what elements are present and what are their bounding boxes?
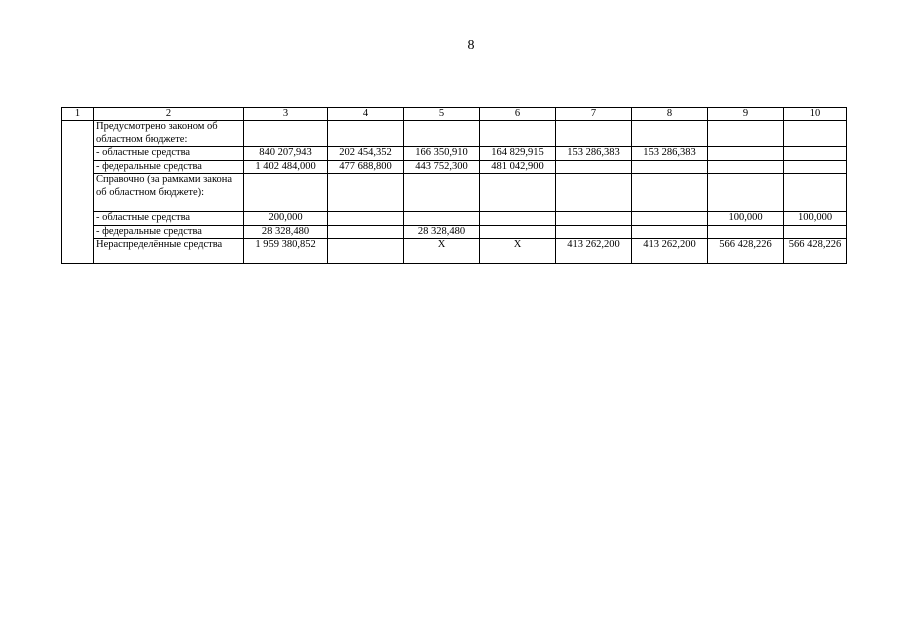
table-cell: 164 829,915 bbox=[480, 147, 556, 161]
table-cell bbox=[328, 225, 404, 239]
table-cell bbox=[632, 121, 708, 147]
column-header: 7 bbox=[556, 108, 632, 121]
table-cell: 481 042,900 bbox=[480, 160, 556, 174]
column-header: 6 bbox=[480, 108, 556, 121]
column-header: 9 bbox=[708, 108, 784, 121]
table-cell bbox=[556, 212, 632, 226]
table-cell bbox=[480, 174, 556, 212]
row-label: - областные средства bbox=[94, 147, 244, 161]
row-label: - федеральные средства bbox=[94, 160, 244, 174]
table-cell: 153 286,383 bbox=[632, 147, 708, 161]
table-cell bbox=[784, 174, 847, 212]
table-cell: 477 688,800 bbox=[328, 160, 404, 174]
table-cell bbox=[556, 174, 632, 212]
table-cell bbox=[784, 121, 847, 147]
row-label: - областные средства bbox=[94, 212, 244, 226]
table-cell bbox=[328, 121, 404, 147]
table-cell bbox=[328, 174, 404, 212]
table-cell: 100,000 bbox=[784, 212, 847, 226]
table-cell: 840 207,943 bbox=[244, 147, 328, 161]
row-label: Предусмотрено законом об областном бюджете: bbox=[94, 121, 244, 147]
column-header: 10 bbox=[784, 108, 847, 121]
table-cell bbox=[784, 147, 847, 161]
page-number: 8 bbox=[467, 38, 475, 53]
table-cell: 28 328,480 bbox=[404, 225, 480, 239]
table-row bbox=[62, 239, 847, 264]
table-cell bbox=[244, 174, 328, 212]
table-cell bbox=[708, 160, 784, 174]
table-cell bbox=[708, 121, 784, 147]
column-header: 8 bbox=[632, 108, 708, 121]
table-cell: Х bbox=[480, 239, 556, 264]
table-cell: 28 328,480 bbox=[244, 225, 328, 239]
column-header: 1 bbox=[62, 108, 94, 121]
table-cell bbox=[784, 160, 847, 174]
column-header: 5 bbox=[404, 108, 480, 121]
table-cell: 413 262,200 bbox=[556, 239, 632, 264]
table-cell: 566 428,226 bbox=[708, 239, 784, 264]
budget-table bbox=[61, 107, 847, 264]
table-cell bbox=[632, 174, 708, 212]
table-cell bbox=[632, 225, 708, 239]
column-header: 3 bbox=[244, 108, 328, 121]
table-cell: 1 959 380,852 bbox=[244, 239, 328, 264]
table-cell bbox=[480, 225, 556, 239]
table-row bbox=[62, 225, 847, 239]
table-row bbox=[62, 121, 847, 147]
row-label: - федеральные средства bbox=[94, 225, 244, 239]
table-cell: 100,000 bbox=[708, 212, 784, 226]
table-cell bbox=[708, 225, 784, 239]
table-cell bbox=[556, 121, 632, 147]
row-number-cell bbox=[62, 121, 94, 264]
table-cell bbox=[328, 239, 404, 264]
table-cell: 1 402 484,000 bbox=[244, 160, 328, 174]
table-cell bbox=[404, 121, 480, 147]
table-cell: 202 454,352 bbox=[328, 147, 404, 161]
table-cell bbox=[404, 212, 480, 226]
table-cell bbox=[556, 160, 632, 174]
table-cell: 166 350,910 bbox=[404, 147, 480, 161]
table-cell bbox=[244, 121, 328, 147]
table-cell: 413 262,200 bbox=[632, 239, 708, 264]
table-cell bbox=[480, 212, 556, 226]
table-row bbox=[62, 212, 847, 226]
table-cell bbox=[328, 212, 404, 226]
table-cell bbox=[632, 160, 708, 174]
table-cell: 200,000 bbox=[244, 212, 328, 226]
table-row bbox=[62, 174, 847, 212]
header-row bbox=[62, 108, 847, 121]
table-cell bbox=[708, 174, 784, 212]
table-cell bbox=[404, 174, 480, 212]
column-header: 2 bbox=[94, 108, 244, 121]
table-row bbox=[62, 147, 847, 161]
table-cell: 443 752,300 bbox=[404, 160, 480, 174]
table-cell bbox=[708, 147, 784, 161]
table-row bbox=[62, 160, 847, 174]
table-cell bbox=[480, 121, 556, 147]
row-label: Справочно (за рамками закона об областном бюджете): bbox=[94, 174, 244, 212]
table-cell: 153 286,383 bbox=[556, 147, 632, 161]
table-cell bbox=[784, 225, 847, 239]
table-cell bbox=[632, 212, 708, 226]
table-cell: Х bbox=[404, 239, 480, 264]
column-header: 4 bbox=[328, 108, 404, 121]
table-cell bbox=[556, 225, 632, 239]
table-cell: 566 428,226 bbox=[784, 239, 847, 264]
row-label: Нераспределённые средства bbox=[94, 239, 244, 264]
